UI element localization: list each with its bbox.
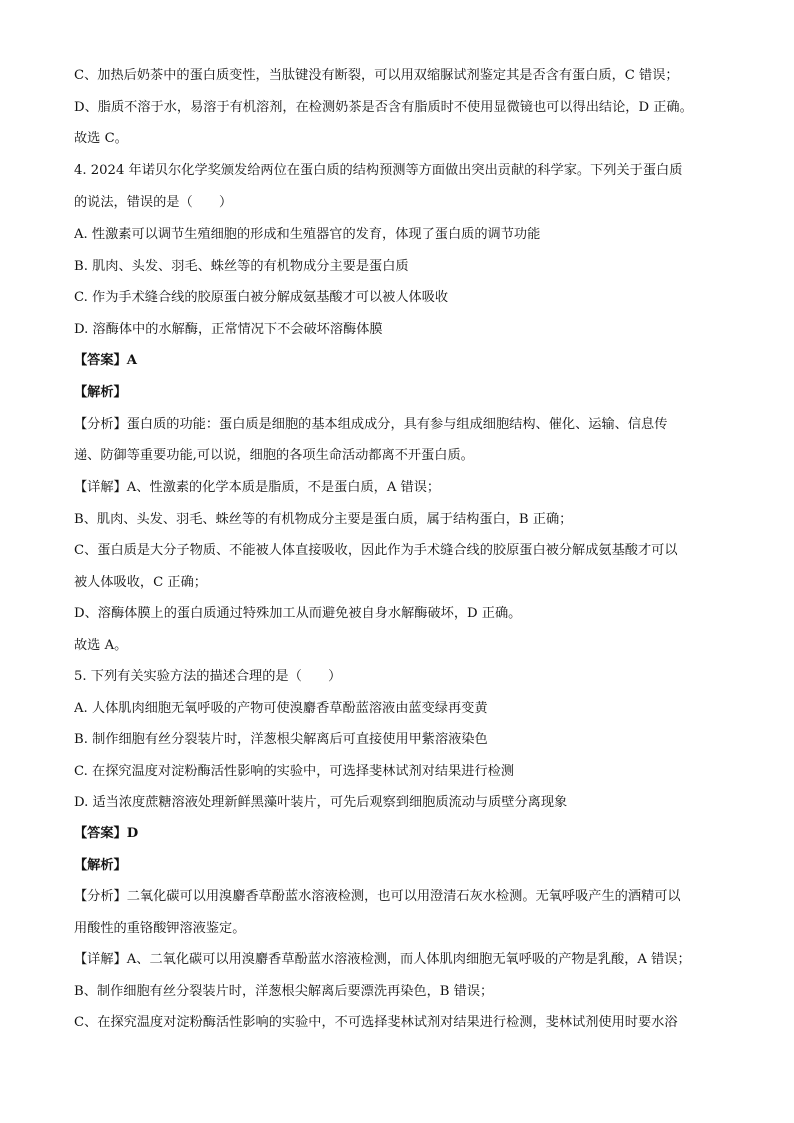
- question-4-detail-c-line-2: 被人体吸收，C 正确；: [74, 575, 207, 590]
- question-5-option-b: B. 制作细胞有丝分裂装片时，洋葱根尖解离后可直接使用甲紫溶液染色: [74, 732, 488, 747]
- question-4-stem-line-1: 4. 2024 年诺贝尔化学奖颁发给两位在蛋白质的结构预测等方面做出突出贡献的科学家。下列关于蛋白质: [74, 163, 683, 178]
- question-4-final-choice: 故选 A。: [74, 638, 128, 653]
- question-4-analysis-line-2: 递、防御等重要功能,可以说，细胞的各项生命活动都离不开蛋白质。: [74, 448, 474, 463]
- question-4-detail-c-line-1: C、蛋白质是大分子物质、不能被人体直接吸收，因此作为手术缝合线的胶原蛋白被分解成氨基酸才可以: [74, 543, 678, 558]
- text-line-c-option-explanation: C、加热后奶茶中的蛋白质变性，当肽键没有断裂，可以用双缩脲试剂鉴定其是否含有蛋白质，C 错误；: [74, 68, 679, 83]
- question-5-option-d: D. 适当浓度蔗糖溶液处理新鲜黑藻叶装片，可先后观察到细胞质流动与质壁分离现象: [74, 795, 568, 810]
- question-5-answer: 【答案】D: [74, 826, 139, 841]
- question-5-analysis-line-2: 用酸性的重铬酸钾溶液鉴定。: [74, 921, 246, 936]
- question-4-detail-b: B、肌肉、头发、羽毛、蛛丝等的有机物成分主要是蛋白质，属于结构蛋白，B 正确；: [74, 512, 573, 527]
- question-4-detail-d: D、溶酶体膜上的蛋白质通过特殊加工从而避免被自身水解酶破坏，D 正确。: [74, 606, 522, 621]
- question-5-stem: 5. 下列有关实验方法的描述合理的是（ ）: [74, 669, 342, 684]
- question-4-option-b: B. 肌肉、头发、羽毛、蛛丝等的有机物成分主要是蛋白质: [74, 259, 409, 274]
- question-5-analysis-heading: 【解析】: [74, 858, 127, 873]
- question-4-stem-line-2: 的说法，错误的是（ ）: [74, 195, 233, 210]
- question-4-answer: 【答案】A: [74, 353, 137, 368]
- question-5-option-c: C. 在探究温度对淀粉酶活性影响的实验中，可选择斐林试剂对结果进行检测: [74, 764, 515, 779]
- question-4-option-a: A. 性激素可以调节生殖细胞的形成和生殖器官的发育，体现了蛋白质的调节功能: [74, 227, 541, 242]
- question-4-detail-a: 【详解】A、性激素的化学本质是脂质，不是蛋白质，A 错误；: [74, 480, 441, 495]
- text-line-d-option-explanation: D、脂质不溶于水，易溶于有机溶剂，在检测奶茶是否含有脂质时不使用显微镜也可以得出结论，D 正确。: [74, 100, 693, 115]
- question-5-analysis-line-1: 【分析】二氧化碳可以用溴麝香草酚蓝水溶液检测，也可以用澄清石灰水检测。无氧呼吸产生的酒精可以: [74, 889, 681, 904]
- question-5-detail-c-line-1: C、在探究温度对淀粉酶活性影响的实验中，不可选择斐林试剂对结果进行检测，斐林试剂使用时要水浴: [74, 1015, 678, 1030]
- question-5-option-a: A. 人体肌肉细胞无氧呼吸的产物可使溴麝香草酚蓝溶液由蓝变绿再变黄: [74, 701, 488, 716]
- question-4-option-d: D. 溶酶体中的水解酶，正常情况下不会破坏溶酶体膜: [74, 322, 383, 337]
- question-5-detail-a: 【详解】A、二氧化碳可以用溴麝香草酚蓝水溶液检测，而人体肌肉细胞无氧呼吸的产物是乳酸，A 错误；: [74, 952, 691, 967]
- question-4-option-c: C. 作为手术缝合线的胶原蛋白被分解成氨基酸才可以被人体吸收: [74, 290, 449, 305]
- question-5-detail-b: B、制作细胞有丝分裂装片时，洋葱根尖解离后要漂洗再染色，B 错误；: [74, 984, 494, 999]
- question-4-analysis-line-1: 【分析】蛋白质的功能：蛋白质是细胞的基本组成成分，具有参与组成细胞结构、催化、运输、信息传: [74, 417, 668, 432]
- question-4-analysis-heading: 【解析】: [74, 385, 127, 400]
- text-line-answer-choice: 故选 C。: [74, 131, 128, 146]
